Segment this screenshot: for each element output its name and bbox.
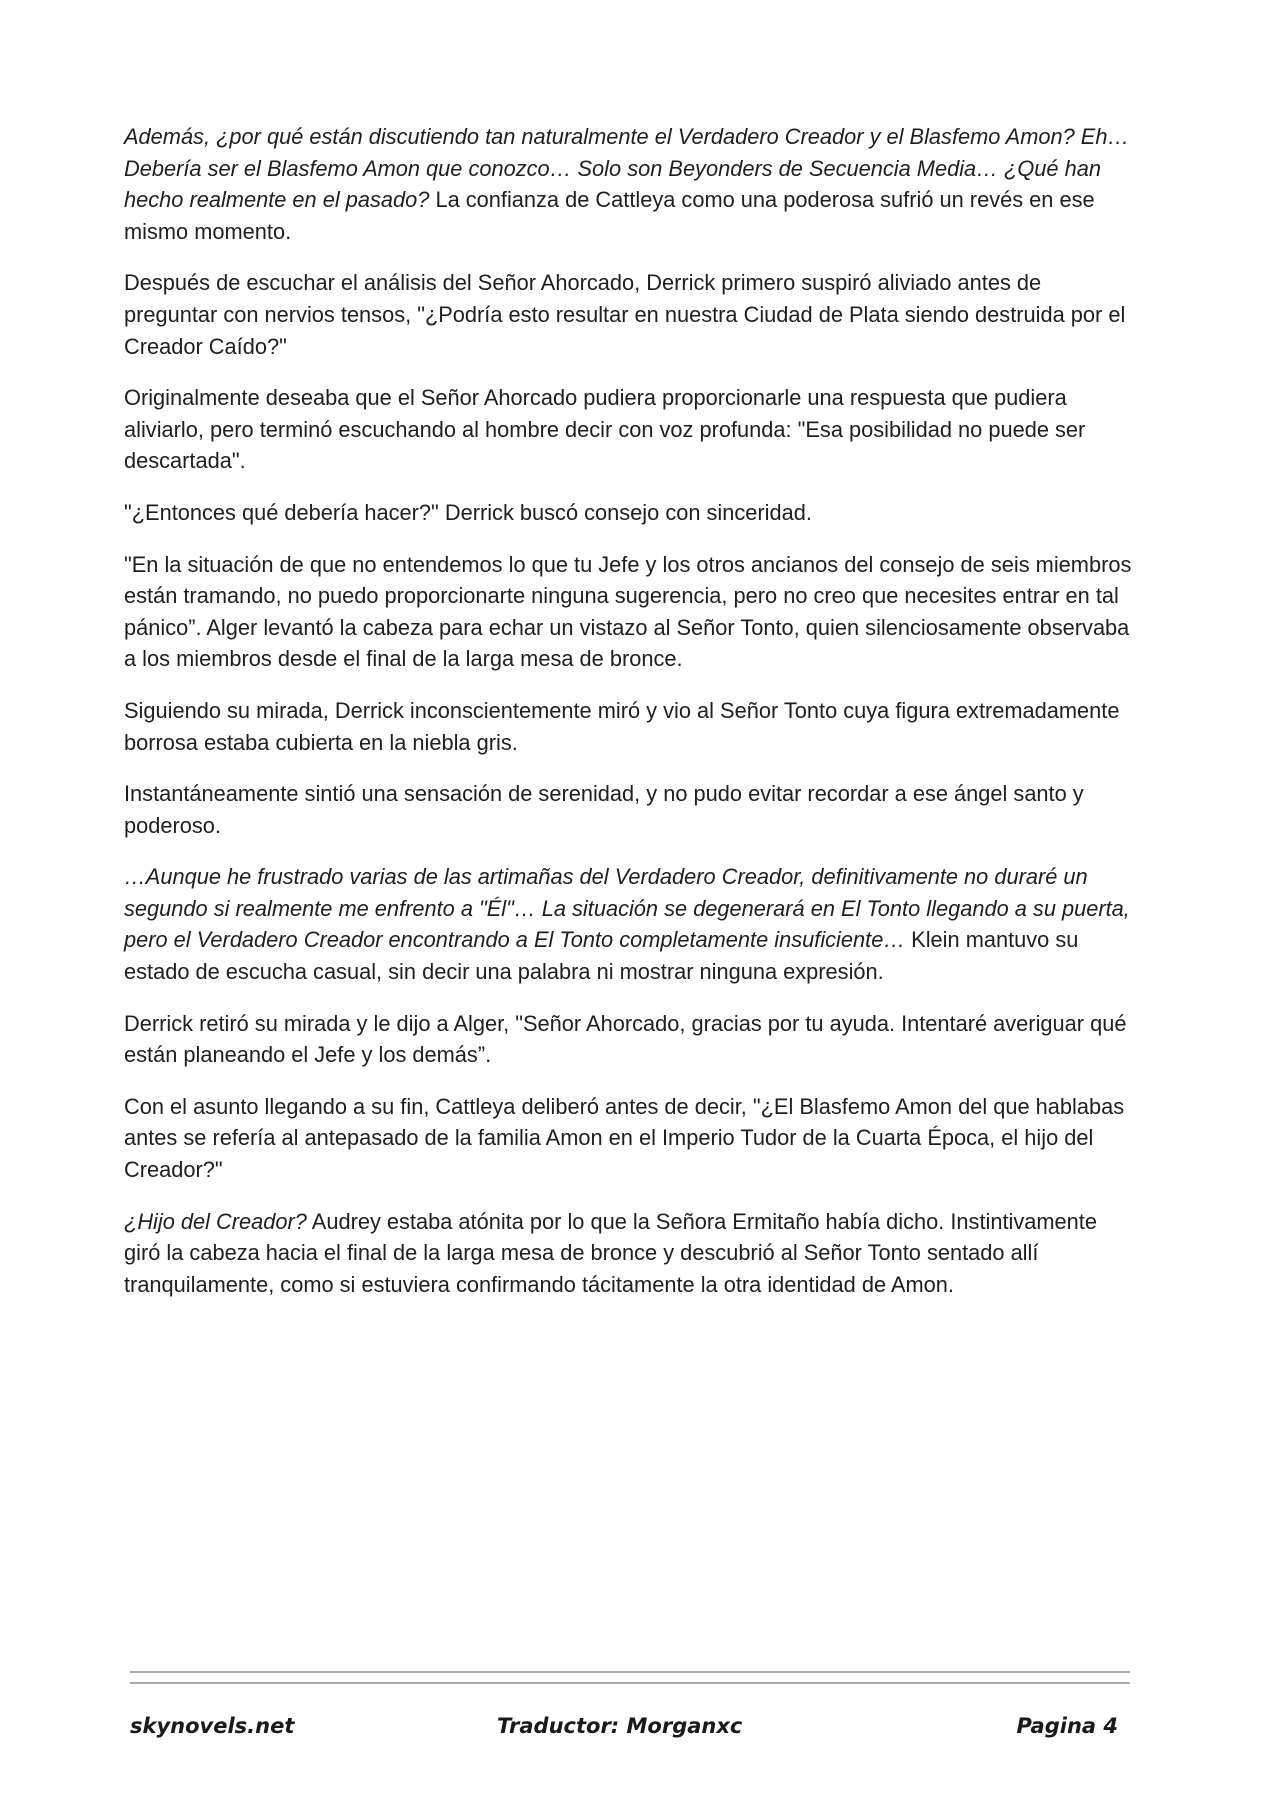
paragraph bbox=[124, 497, 1134, 529]
paragraph-text: Audrey estaba atónita por lo que la Señora Ermitaño había dicho. Instintivamente giró la cabeza hacia el final de la larga mesa de bronce y descubrió al Señor Tonto sentado allí tranquilamente, como si estuviera confirmando tácitamente la otra identidad de Amon. bbox=[124, 1208, 1097, 1297]
italic-thought: Además, ¿por qué están discutiendo tan naturalmente el Verdadero Creador y el Blasfemo Amon? Eh… Debería ser el Blasfemo Amon que conozco… Solo son Beyonders de Secuencia Media… ¿Qué han hecho realmente en el pasado? bbox=[124, 124, 1130, 213]
footer-divider bbox=[130, 1682, 1130, 1684]
paragraph bbox=[124, 549, 1134, 675]
paragraph bbox=[124, 121, 1134, 247]
paragraph-text: Después de escuchar el análisis del Señor Ahorcado, Derrick primero suspiró aliviado antes de preguntar con nervios tensos, "¿Podría esto resultar en nuestra Ciudad de Plata siendo destruida por el Creador Caído?" bbox=[124, 270, 1126, 359]
paragraph bbox=[124, 861, 1134, 987]
paragraph bbox=[124, 1091, 1134, 1186]
paragraph-text: Originalmente deseaba que el Señor Ahorcado pudiera proporcionarle una respuesta que pudiera aliviarlo, pero terminó escuchando al hombre decir con voz profunda: "Esa posibilidad no puede ser descartada". bbox=[124, 385, 1086, 474]
paragraph-text: Siguiendo su mirada, Derrick inconscientemente miró y vio al Señor Tonto cuya figura extremadamente borrosa estaba cubierta en la niebla gris. bbox=[124, 697, 1120, 755]
page-footer bbox=[130, 1714, 1130, 1750]
paragraph-text: Con el asunto llegando a su fin, Cattleya deliberó antes de decir, "¿El Blasfemo Amon del que hablabas antes se refería al antepasado de la familia Amon en el Imperio Tudor de la Cuarta Época, el hijo del Creador?" bbox=[124, 1093, 1125, 1183]
paragraph-text: "¿Entonces qué debería hacer?" Derrick buscó consejo con sinceridad. bbox=[124, 499, 812, 525]
italic-thought: ¿Hijo del Creador? bbox=[124, 1208, 307, 1234]
footer-translator: Traductor: Morganxc bbox=[497, 1714, 743, 1738]
paragraph bbox=[124, 695, 1134, 758]
paragraph bbox=[124, 267, 1134, 362]
paragraph-text: La confianza de Cattleya como una poderosa sufrió un revés en ese mismo momento. bbox=[124, 187, 1095, 244]
paragraph-text: Derrick retiró su mirada y le dijo a Alger, "Señor Ahorcado, gracias por tu ayuda. Intentaré averiguar qué están planeando el Jefe y los demás”. bbox=[124, 1010, 1127, 1068]
footer-divider bbox=[130, 1671, 1130, 1673]
footer-site: skynovels.net bbox=[130, 1714, 295, 1738]
paragraph bbox=[124, 1008, 1134, 1071]
paragraph bbox=[124, 778, 1134, 841]
paragraph bbox=[124, 1206, 1134, 1301]
document-body bbox=[124, 121, 1134, 1320]
italic-thought: …Aunque he frustrado varias de las artimañas del Verdadero Creador, definitivamente no duraré un segundo si realmente me enfrento a "Él"… La situación se degenerará en El Tonto llegando a su puerta, pero el Verdadero Creador encontrando a El Tonto completamente insuficiente… bbox=[124, 864, 1130, 953]
paragraph-text: Klein mantuvo su estado de escucha casual, sin decir una palabra ni mostrar ninguna expresión. bbox=[124, 927, 1079, 985]
paragraph-text: "En la situación de que no entendemos lo que tu Jefe y los otros ancianos del consejo de seis miembros están tramando, no puedo proporcionarte ninguna sugerencia, pero no creo que necesites entrar en tal pánico”. Alger levantó la cabeza para echar un vistazo al Señor Tonto, quien silenciosamente observaba a los miembros desde el final de la larga mesa de bronce. bbox=[124, 551, 1132, 672]
footer-page-number: Pagina 4 bbox=[1016, 1714, 1118, 1738]
paragraph bbox=[124, 382, 1134, 477]
paragraph-text: Instantáneamente sintió una sensación de serenidad, y no pudo evitar recordar a ese ángel santo y poderoso. bbox=[124, 781, 1084, 838]
